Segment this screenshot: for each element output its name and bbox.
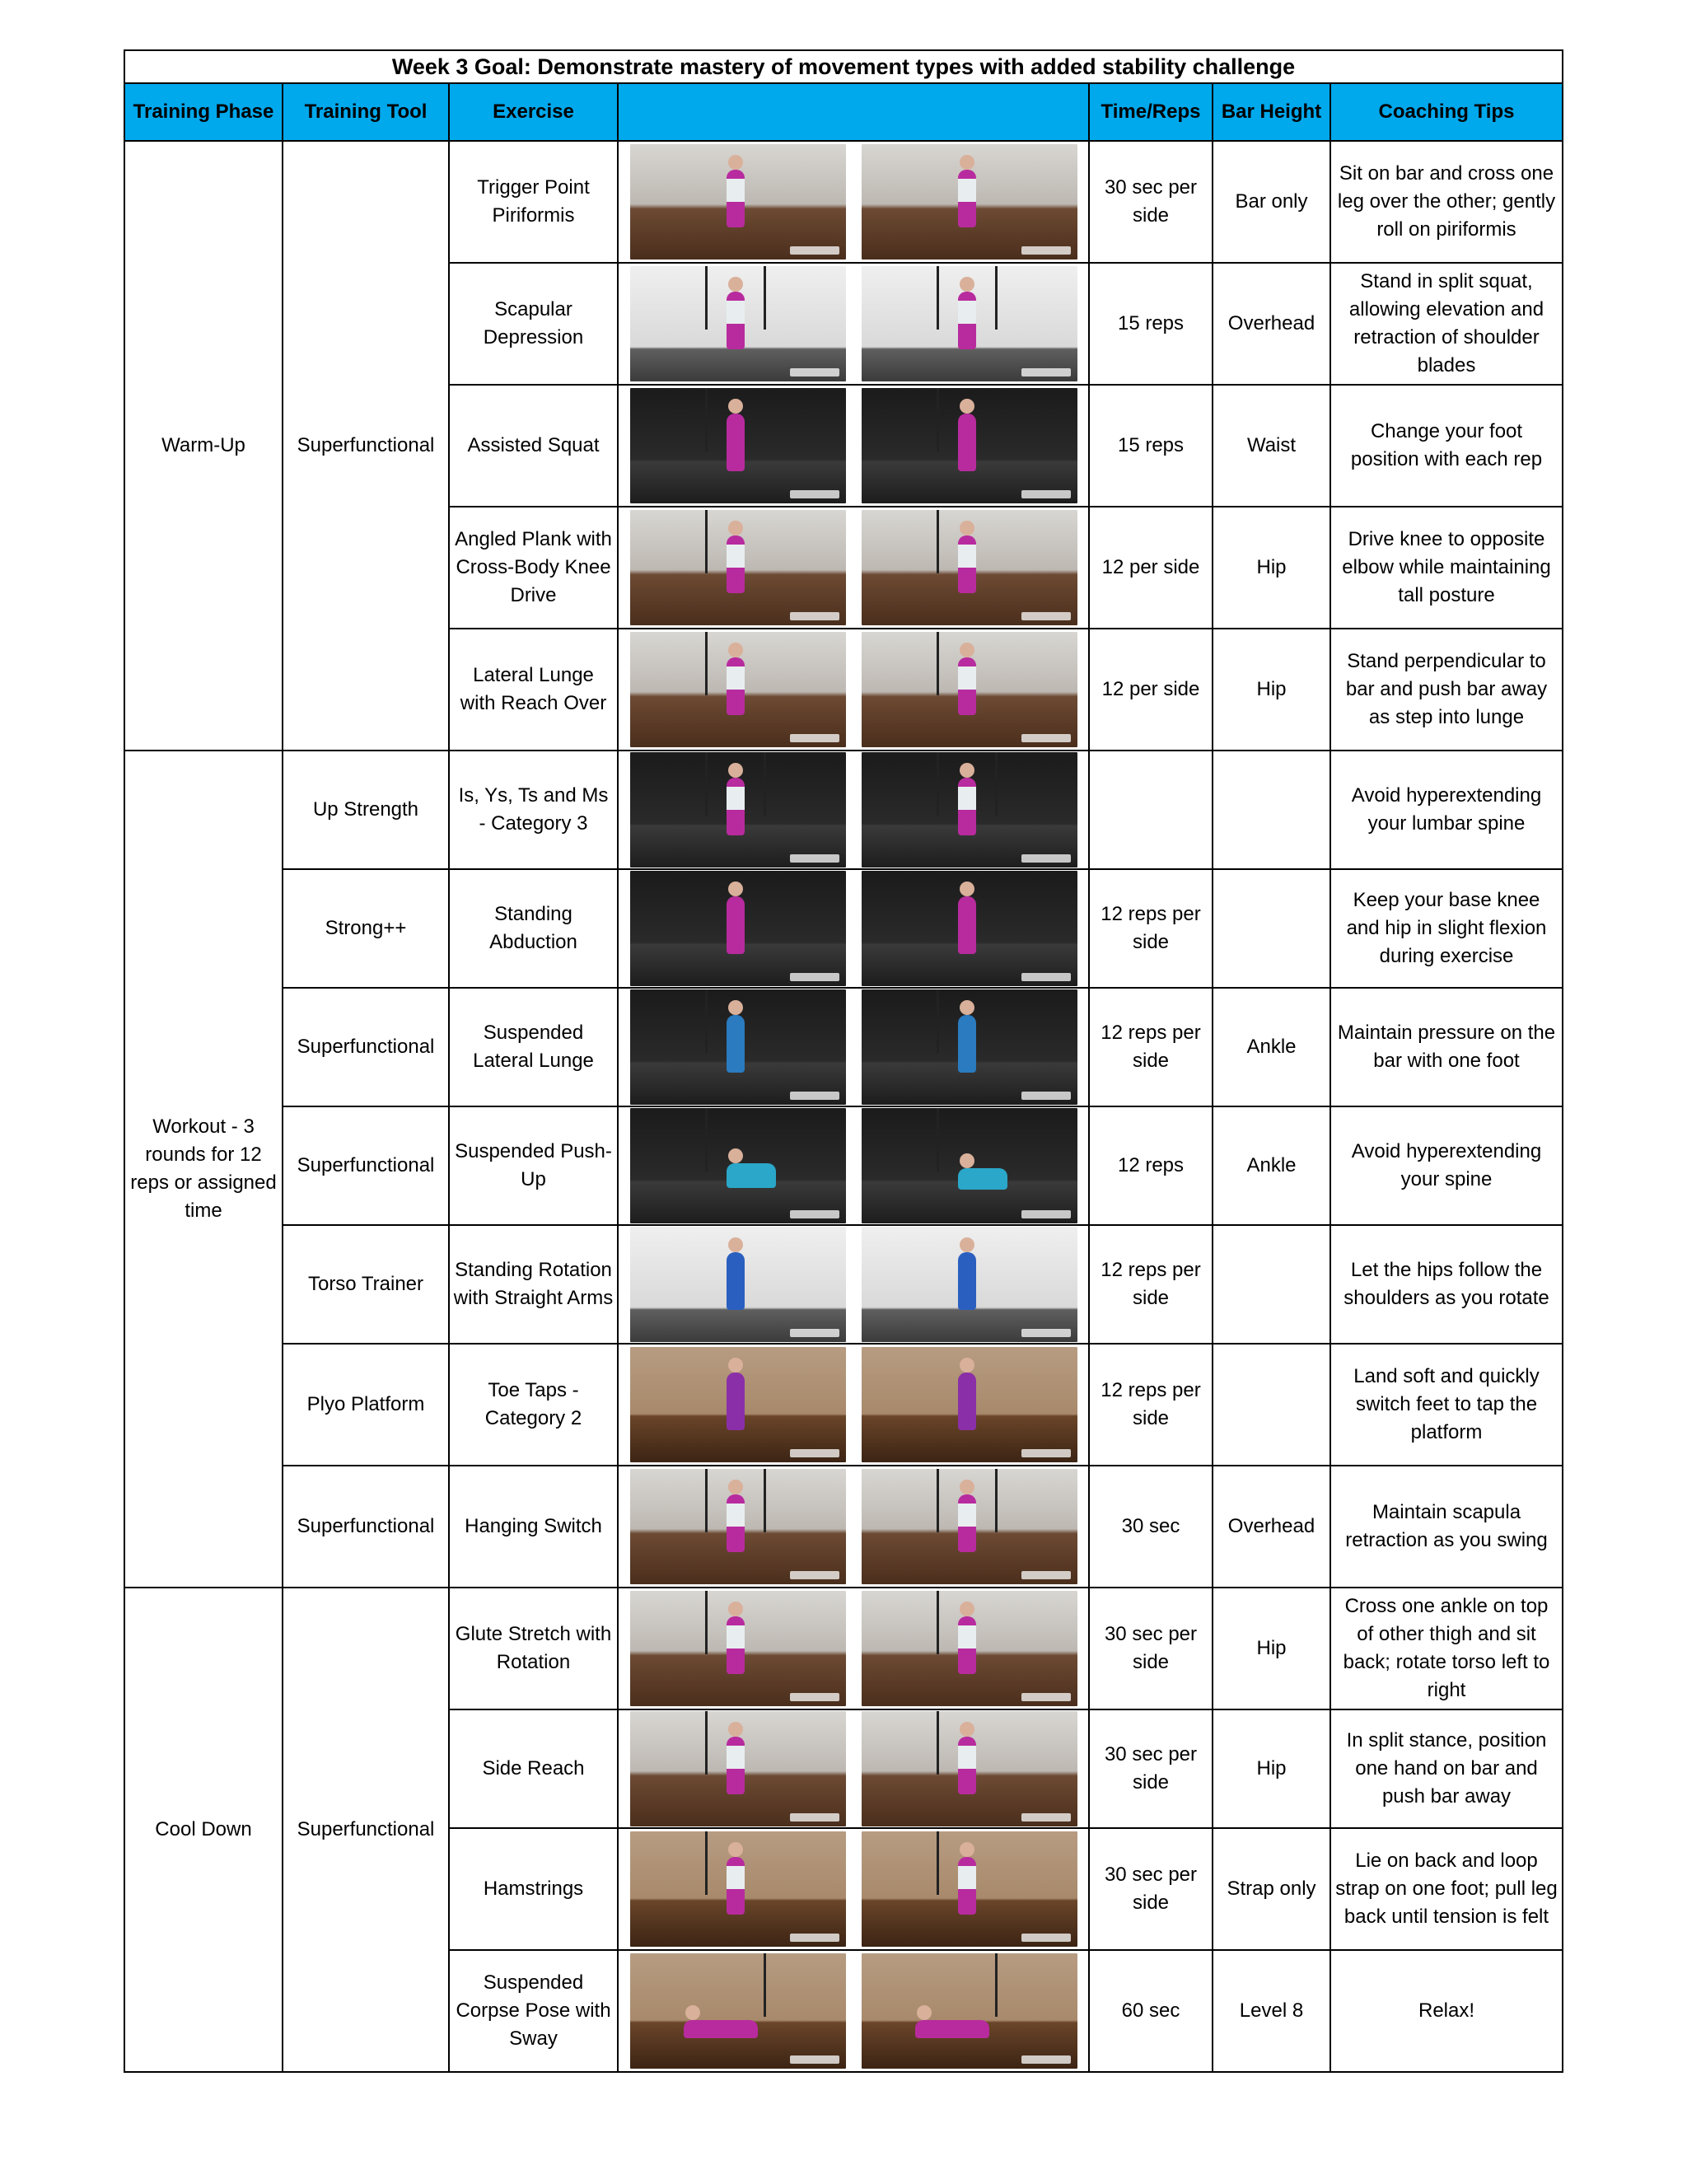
table-row — [124, 141, 1563, 263]
header-training-tool: Training Tool — [283, 83, 449, 141]
time-cell: 15 reps — [1089, 385, 1213, 507]
time-cell: 12 reps per side — [1089, 1225, 1213, 1344]
exercise-photos — [618, 1950, 1089, 2072]
exercise-cell: Suspended Corpse Pose with Sway — [449, 1950, 618, 2072]
header-exercise: Exercise — [449, 83, 618, 141]
bar-height-cell — [1213, 1225, 1330, 1344]
bar-height-cell: Hip — [1213, 1709, 1330, 1828]
exercise-photo — [862, 266, 1077, 381]
tips-cell: In split stance, position one hand on bar and push bar away — [1330, 1709, 1563, 1828]
exercise-photo — [630, 1711, 846, 1826]
tool-cell: Plyo Platform — [283, 1344, 449, 1466]
tool-cell: Superfunctional — [283, 988, 449, 1106]
tips-cell: Keep your base knee and hip in slight flexion during exercise — [1330, 869, 1563, 988]
exercise-photos — [618, 988, 1089, 1106]
header-time-reps: Time/Reps — [1089, 83, 1213, 141]
tips-cell: Maintain scapula retraction as you swing — [1330, 1466, 1563, 1588]
tips-cell: Cross one ankle on top of other thigh and sit back; rotate torso left to right — [1330, 1588, 1563, 1709]
exercise-cell: Assisted Squat — [449, 385, 618, 507]
bar-height-cell: Waist — [1213, 385, 1330, 507]
bar-height-cell — [1213, 869, 1330, 988]
page-title: Week 3 Goal: Demonstrate mastery of movement types with added stability challenge — [124, 50, 1563, 83]
tips-cell: Lie on back and loop strap on one foot; pull leg back until tension is felt — [1330, 1828, 1563, 1950]
exercise-photo — [630, 388, 846, 503]
time-cell: 30 sec per side — [1089, 141, 1213, 263]
tips-cell: Relax! — [1330, 1950, 1563, 2072]
exercise-photo — [630, 1108, 846, 1223]
time-cell: 12 reps per side — [1089, 869, 1213, 988]
table-row — [124, 1344, 1563, 1466]
bar-height-cell: Ankle — [1213, 1106, 1330, 1225]
bar-height-cell — [1213, 1344, 1330, 1466]
workout-table — [124, 49, 1563, 2073]
time-cell: 12 per side — [1089, 507, 1213, 629]
tool-cell: Superfunctional — [283, 1106, 449, 1225]
exercise-photos — [618, 1588, 1089, 1709]
header-photos — [618, 83, 1089, 141]
exercise-photos — [618, 1709, 1089, 1828]
header-bar-height: Bar Height — [1213, 83, 1330, 141]
tool-cell: Up Strength — [283, 751, 449, 869]
exercise-photos — [618, 1466, 1089, 1588]
header-row — [124, 83, 1563, 141]
exercise-photo — [630, 144, 846, 260]
tips-cell: Maintain pressure on the bar with one foot — [1330, 988, 1563, 1106]
phase-cell-warmup: Warm-Up — [124, 141, 283, 751]
tips-cell: Stand in split squat, allowing elevation and retraction of shoulder blades — [1330, 263, 1563, 385]
exercise-photo — [862, 1831, 1077, 1947]
time-cell: 12 reps per side — [1089, 988, 1213, 1106]
time-cell: 12 per side — [1089, 629, 1213, 751]
phase-cell-workout: Workout - 3 rounds for 12 reps or assigned time — [124, 751, 283, 1588]
exercise-cell: Suspended Push-Up — [449, 1106, 618, 1225]
exercise-photo — [862, 1227, 1077, 1342]
exercise-photo — [630, 1469, 846, 1584]
bar-height-cell — [1213, 751, 1330, 869]
bar-height-cell: Ankle — [1213, 988, 1330, 1106]
exercise-photo — [862, 510, 1077, 625]
exercise-photo — [862, 1108, 1077, 1223]
tips-cell: Change your foot position with each rep — [1330, 385, 1563, 507]
exercise-photo — [630, 1953, 846, 2069]
exercise-photos — [618, 385, 1089, 507]
tips-cell: Drive knee to opposite elbow while maintaining tall posture — [1330, 507, 1563, 629]
exercise-photo — [862, 1591, 1077, 1706]
exercise-photo — [862, 632, 1077, 747]
exercise-photo — [862, 1953, 1077, 2069]
time-cell: 12 reps — [1089, 1106, 1213, 1225]
exercise-cell: Hanging Switch — [449, 1466, 618, 1588]
bar-height-cell: Level 8 — [1213, 1950, 1330, 2072]
bar-height-cell: Strap only — [1213, 1828, 1330, 1950]
exercise-cell: Trigger Point Piriformis — [449, 141, 618, 263]
table-row — [124, 1466, 1563, 1588]
exercise-photo — [630, 632, 846, 747]
bar-height-cell: Overhead — [1213, 263, 1330, 385]
exercise-photos — [618, 1344, 1089, 1466]
exercise-photo — [862, 871, 1077, 986]
time-cell: 60 sec — [1089, 1950, 1213, 2072]
exercise-photos — [618, 1225, 1089, 1344]
tool-cell: Torso Trainer — [283, 1225, 449, 1344]
bar-height-cell: Bar only — [1213, 141, 1330, 263]
exercise-photo — [862, 1347, 1077, 1462]
bar-height-cell: Hip — [1213, 629, 1330, 751]
exercise-cell: Glute Stretch with Rotation — [449, 1588, 618, 1709]
time-cell: 30 sec per side — [1089, 1828, 1213, 1950]
exercise-photos — [618, 1828, 1089, 1950]
exercise-cell: Is, Ys, Ts and Ms - Category 3 — [449, 751, 618, 869]
time-cell — [1089, 751, 1213, 869]
tips-cell: Avoid hyperextending your spine — [1330, 1106, 1563, 1225]
phase-cell-cooldown: Cool Down — [124, 1588, 283, 2072]
table-row — [124, 988, 1563, 1106]
exercise-cell: Hamstrings — [449, 1828, 618, 1950]
exercise-photos — [618, 507, 1089, 629]
exercise-cell: Toe Taps - Category 2 — [449, 1344, 618, 1466]
exercise-cell: Standing Rotation with Straight Arms — [449, 1225, 618, 1344]
tool-cell: Superfunctional — [283, 1588, 449, 2072]
tool-cell: Strong++ — [283, 869, 449, 988]
exercise-photo — [862, 144, 1077, 260]
time-cell: 30 sec per side — [1089, 1709, 1213, 1828]
time-cell: 30 sec per side — [1089, 1588, 1213, 1709]
tool-cell: Superfunctional — [283, 1466, 449, 1588]
table-row — [124, 1106, 1563, 1225]
exercise-photo — [862, 752, 1077, 868]
bar-height-cell: Hip — [1213, 507, 1330, 629]
tool-cell: Superfunctional — [283, 141, 449, 751]
exercise-photos — [618, 1106, 1089, 1225]
exercise-photo — [630, 1227, 846, 1342]
table-row — [124, 751, 1563, 869]
header-coaching-tips: Coaching Tips — [1330, 83, 1563, 141]
bar-height-cell: Overhead — [1213, 1466, 1330, 1588]
time-cell: 15 reps — [1089, 263, 1213, 385]
exercise-cell: Scapular Depression — [449, 263, 618, 385]
tips-cell: Land soft and quickly switch feet to tap the platform — [1330, 1344, 1563, 1466]
exercise-photo — [630, 510, 846, 625]
exercise-photos — [618, 629, 1089, 751]
exercise-photos — [618, 141, 1089, 263]
exercise-cell: Side Reach — [449, 1709, 618, 1828]
exercise-photo — [630, 1591, 846, 1706]
tips-cell: Avoid hyperextending your lumbar spine — [1330, 751, 1563, 869]
tips-cell: Stand perpendicular to bar and push bar away as step into lunge — [1330, 629, 1563, 751]
exercise-cell: Angled Plank with Cross-Body Knee Drive — [449, 507, 618, 629]
exercise-photo — [862, 1711, 1077, 1826]
table-row — [124, 1588, 1563, 1709]
exercise-photo — [862, 388, 1077, 503]
exercise-photo — [630, 266, 846, 381]
exercise-cell: Standing Abduction — [449, 869, 618, 988]
exercise-photo — [862, 1469, 1077, 1584]
table-row — [124, 869, 1563, 988]
exercise-photo — [630, 871, 846, 986]
tips-cell: Sit on bar and cross one leg over the other; gently roll on piriformis — [1330, 141, 1563, 263]
exercise-cell: Suspended Lateral Lunge — [449, 988, 618, 1106]
time-cell: 30 sec — [1089, 1466, 1213, 1588]
exercise-photos — [618, 751, 1089, 869]
exercise-photo — [862, 989, 1077, 1105]
exercise-photo — [630, 1831, 846, 1947]
table-row — [124, 1225, 1563, 1344]
exercise-photos — [618, 263, 1089, 385]
exercise-photo — [630, 1347, 846, 1462]
tips-cell: Let the hips follow the shoulders as you rotate — [1330, 1225, 1563, 1344]
exercise-photo — [630, 989, 846, 1105]
time-cell: 12 reps per side — [1089, 1344, 1213, 1466]
exercise-cell: Lateral Lunge with Reach Over — [449, 629, 618, 751]
bar-height-cell: Hip — [1213, 1588, 1330, 1709]
exercise-photos — [618, 869, 1089, 988]
exercise-photo — [630, 752, 846, 868]
header-training-phase: Training Phase — [124, 83, 283, 141]
